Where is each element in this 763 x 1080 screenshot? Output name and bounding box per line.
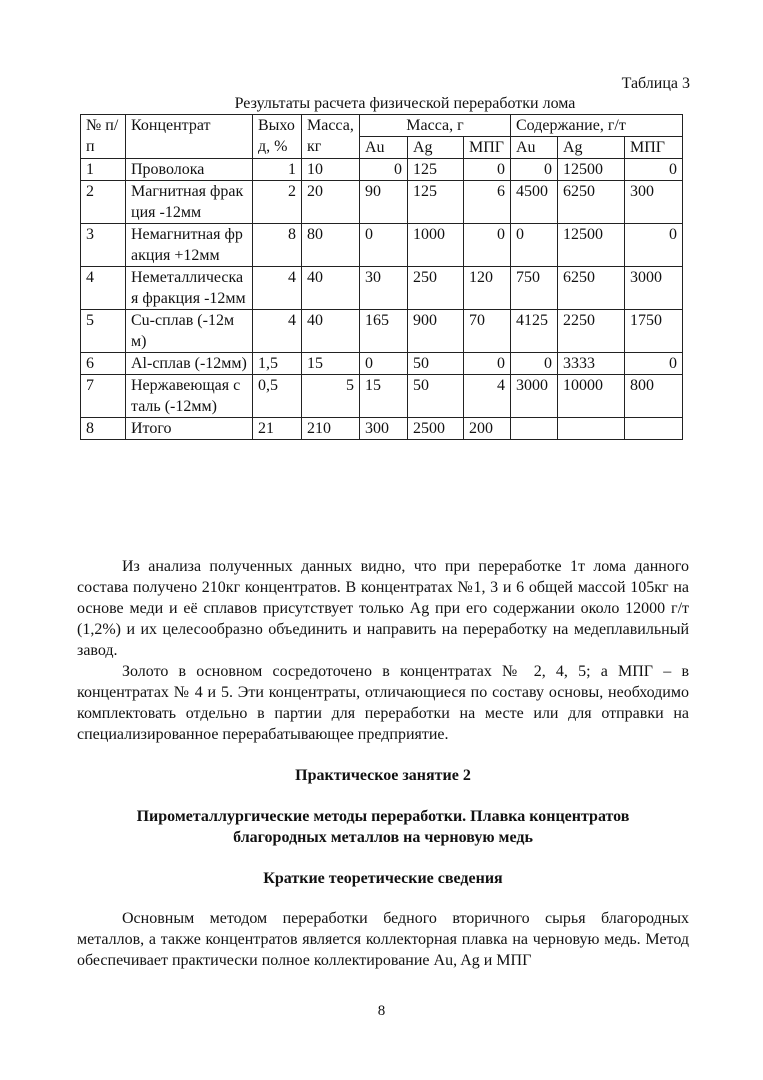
- cell-yield: 21: [253, 418, 302, 440]
- cell-ag-g: 50: [408, 353, 464, 375]
- cell-ag-c: 3333: [558, 353, 625, 375]
- header-mass-kg: Масса, кг: [302, 115, 360, 159]
- cell-au-c: 750: [511, 267, 558, 310]
- subheader-mpg-c: МПГ: [625, 137, 683, 159]
- cell-name: Al-сплав (-12мм): [126, 353, 253, 375]
- cell-ag-g: 125: [408, 181, 464, 224]
- cell-au-g: 300: [360, 418, 408, 440]
- paragraph-2: Золото в основном сосредоточено в концентратах № 2, 4, 5; а МПГ – в концентратах № 4 и 5. Эти концентраты, отличающиеся по составу основы, необходимо комплектовать отдельно в партии для переработки на месте или для отправки на специализированное перерабатывающее предприятие.: [77, 663, 689, 743]
- cell-num: 3: [81, 224, 126, 267]
- page-number: 8: [377, 1003, 386, 1019]
- table-row: [81, 310, 683, 353]
- cell-au-c: 4500: [511, 181, 558, 224]
- cell-au-g: 165: [360, 310, 408, 353]
- cell-name: Проволока: [126, 159, 253, 181]
- subheader-au-c: Au: [511, 137, 558, 159]
- cell-au-g: 0: [360, 159, 408, 181]
- cell-au-c: 3000: [511, 375, 558, 418]
- cell-ag-c: 10000: [558, 375, 625, 418]
- cell-mpg-g: 0: [464, 353, 511, 375]
- cell-au-c: 0: [511, 224, 558, 267]
- header-yield: Выход, %: [253, 115, 302, 159]
- cell-mpg-g: 4: [464, 375, 511, 418]
- cell-num: 6: [81, 353, 126, 375]
- cell-mass: 40: [302, 310, 360, 353]
- cell-au-c: 0: [511, 159, 558, 181]
- cell-num: 2: [81, 181, 126, 224]
- header-num: № п/п: [81, 115, 126, 159]
- cell-mass: 10: [302, 159, 360, 181]
- cell-mass: 80: [302, 224, 360, 267]
- cell-mpg-c: [625, 418, 683, 440]
- paragraph-3: Основным методом переработки бедного вторичного сырья благородных металлов, а также концентратов является коллекторная плавка на черновую медь. Метод обеспечивает практически полное коллектирование Au, Ag и МПГ: [77, 910, 689, 969]
- cell-ag-c: 12500: [558, 224, 625, 267]
- cell-au-g: 30: [360, 267, 408, 310]
- results-table: [80, 114, 683, 440]
- table-header-row: [81, 115, 683, 137]
- cell-num: 5: [81, 310, 126, 353]
- cell-num: 8: [81, 418, 126, 440]
- header-concentrate: Концентрат: [126, 115, 253, 159]
- cell-au-g: 0: [360, 224, 408, 267]
- cell-mpg-c: 800: [625, 375, 683, 418]
- cell-name: Неметаллическая фракция -12мм: [126, 267, 253, 310]
- header-mass-g: Масса, г: [360, 115, 511, 137]
- cell-num: 1: [81, 159, 126, 181]
- cell-mpg-g: 120: [464, 267, 511, 310]
- cell-ag-g: 50: [408, 375, 464, 418]
- cell-yield: 1,5: [253, 353, 302, 375]
- table-label: Таблица 3: [621, 75, 690, 92]
- cell-mpg-c: 3000: [625, 267, 683, 310]
- cell-mass: 20: [302, 181, 360, 224]
- subheader-ag-g: Ag: [408, 137, 464, 159]
- topic-heading-line-1: Пирометаллургические методы переработки. Плавка концентратов: [136, 808, 630, 825]
- subheader-ag-c: Ag: [558, 137, 625, 159]
- paragraph-1: Из анализа полученных данных видно, что при переработке 1т лома данного состава получено 210кг концентратов. В концентратах №1, 3 и 6 общей массой 105кг на основе меди и её сплавов присутствует только Ag при его содержании около 12000 г/т (1,2%) и их целесообразно объединить и направить на переработку на медеплавильный завод.: [77, 558, 689, 659]
- cell-ag-c: 6250: [558, 181, 625, 224]
- table-row: [81, 375, 683, 418]
- cell-ag-g: 900: [408, 310, 464, 353]
- cell-au-c: 4125: [511, 310, 558, 353]
- cell-au-c: [511, 418, 558, 440]
- cell-yield: 4: [253, 267, 302, 310]
- cell-ag-c: 6250: [558, 267, 625, 310]
- cell-mpg-g: 6: [464, 181, 511, 224]
- cell-mpg-g: 0: [464, 159, 511, 181]
- cell-ag-c: 2250: [558, 310, 625, 353]
- topic-heading-line-2: благородных металлов на черновую медь: [233, 829, 533, 846]
- cell-ag-g: 125: [408, 159, 464, 181]
- subheader-mpg-g: МПГ: [464, 137, 511, 159]
- cell-mpg-c: 1750: [625, 310, 683, 353]
- cell-mpg-c: 0: [625, 159, 683, 181]
- cell-ag-g: 250: [408, 267, 464, 310]
- cell-au-c: 0: [511, 353, 558, 375]
- cell-yield: 0,5: [253, 375, 302, 418]
- cell-yield: 1: [253, 159, 302, 181]
- cell-mpg-g: 0: [464, 224, 511, 267]
- theory-text: [77, 908, 689, 971]
- cell-yield: 2: [253, 181, 302, 224]
- cell-mpg-g: 70: [464, 310, 511, 353]
- table-row: [81, 224, 683, 267]
- cell-name: Немагнитная фракция +12мм: [126, 224, 253, 267]
- subheader-au-g: Au: [360, 137, 408, 159]
- cell-mpg-c: 0: [625, 224, 683, 267]
- cell-au-g: 15: [360, 375, 408, 418]
- cell-mpg-c: 300: [625, 181, 683, 224]
- table-row: [81, 267, 683, 310]
- table-row-total: [81, 418, 683, 440]
- cell-yield: 4: [253, 310, 302, 353]
- practical-heading: Практическое занятие 2: [295, 767, 471, 784]
- cell-mass: 15: [302, 353, 360, 375]
- header-content: Содержание, г/т: [511, 115, 683, 137]
- cell-name: Магнитная фракция -12мм: [126, 181, 253, 224]
- cell-name: Нержавеющая сталь (-12мм): [126, 375, 253, 418]
- cell-yield: 8: [253, 224, 302, 267]
- table-title: Результаты расчета физической переработки лома: [234, 95, 576, 112]
- cell-mpg-c: 0: [625, 353, 683, 375]
- cell-au-g: 0: [360, 353, 408, 375]
- cell-name: Итого: [126, 418, 253, 440]
- table-row: [81, 159, 683, 181]
- theory-heading: Краткие теоретические сведения: [263, 870, 503, 887]
- table-row: [81, 353, 683, 375]
- cell-ag-c: [558, 418, 625, 440]
- table-row: [81, 181, 683, 224]
- cell-ag-g: 1000: [408, 224, 464, 267]
- cell-mass: 210: [302, 418, 360, 440]
- cell-num: 7: [81, 375, 126, 418]
- cell-mass: 5: [302, 375, 360, 418]
- cell-name: Cu-сплав (-12мм): [126, 310, 253, 353]
- analysis-text: [77, 556, 689, 745]
- cell-num: 4: [81, 267, 126, 310]
- cell-au-g: 90: [360, 181, 408, 224]
- cell-ag-g: 2500: [408, 418, 464, 440]
- cell-mass: 40: [302, 267, 360, 310]
- cell-mpg-g: 200: [464, 418, 511, 440]
- cell-ag-c: 12500: [558, 159, 625, 181]
